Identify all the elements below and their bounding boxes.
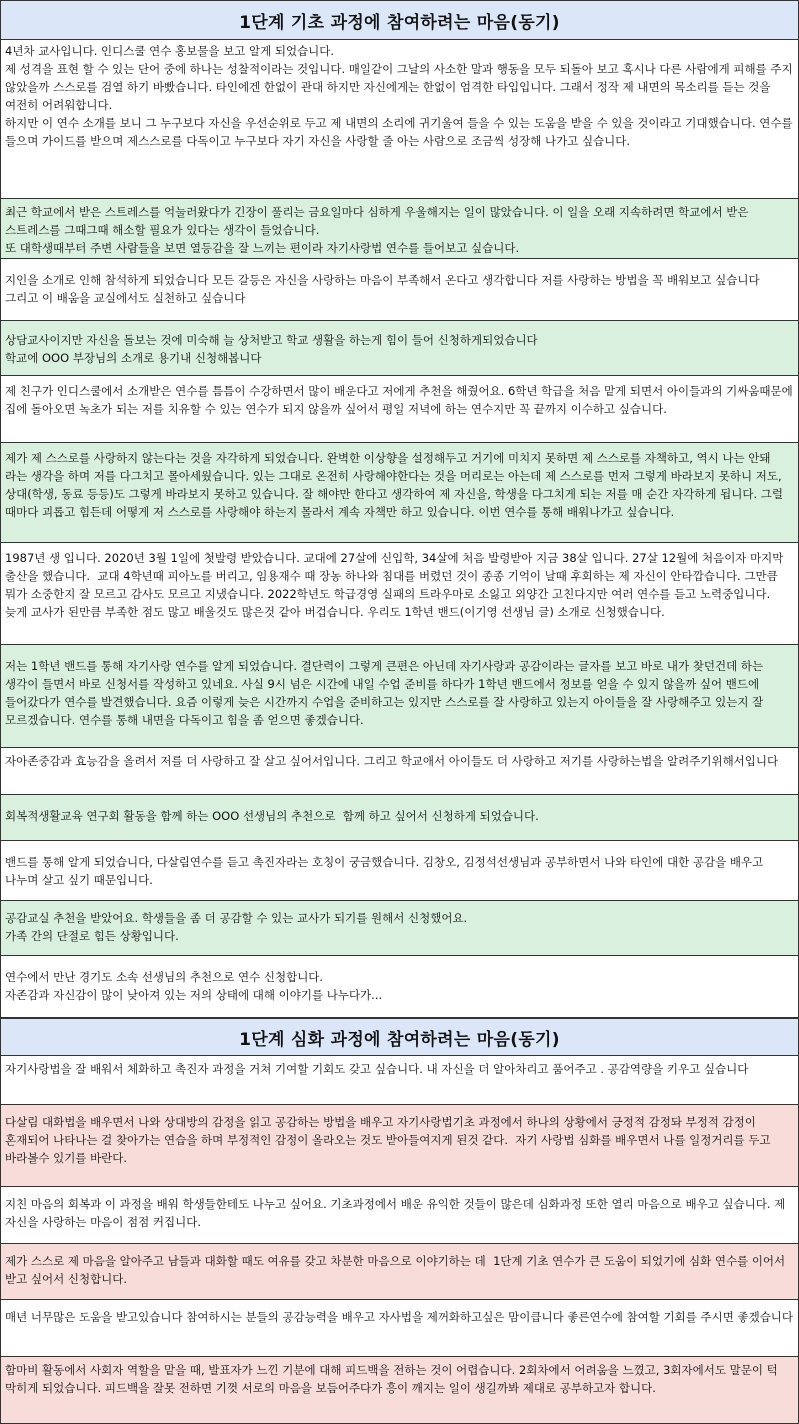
response-text: 제가 스스로 제 마음을 알아주고 남들과 대화할 때도 여유를 갖고 차분한 마음으로 이야기하는 데 1단계 기초 연수가 큰 도움이 되었기에 심화 연수를 이어서 받고 싶어서 신청합니다.: [5, 1254, 789, 1286]
response-text: 상담교사이지만 자신을 돌보는 것에 미숙해 늘 상처받고 학교 생활을 하는게 힘이 들어 신청하게되었습니다: [5, 333, 538, 347]
section-header-advanced: [0, 1018, 799, 1056]
response-text: 회복적생활교육 연구회 활동을 함께 하는 OOO 선생님의 추천으로 함께 하고 싶어서 신청하게 되었습니다.: [5, 809, 539, 823]
response-entry: [0, 1105, 799, 1187]
response-text: 최근 학교에서 받은 스트레스를 억눌러왔다가 긴장이 풀리는 금요일마다 심하게 우울해지는 일이 많았습니다. 이 일을 오래 지속하려면 학교에서 받은 스트레스를 그때그때 해소할 필요가 있다는 생각이 들었습니다.: [5, 205, 753, 237]
response-text: 지인을 소개로 인해 참석하게 되었습니다 모든 갈등은 자신을 사랑하는 마음이 부족해서 온다고 생각합니다 저를 사랑하는 방법을 꼭 배워보고 싶습니다 그리고 이 배움을 교실에서도 실천하고 싶습니다: [5, 273, 764, 305]
section-title-basic: 1단계 기초 과정에 참여하려는 마음(동기): [239, 12, 560, 33]
response-entry: [0, 1056, 799, 1105]
response-entry: [0, 443, 799, 543]
response-text: 1987년 생 입니다. 2020년 3월 1일에 첫발령 받았습니다. 교대에 27살에 신입학, 34살에 처음 발령받아 지금 38살 입니다. 27살 12월에 처음이자 마지막 출산을 했습니다. 교대 4학년때 피아노를 버리고, 임용재수 때 장농 하나와 침대를 버렸던 것이 종종 기억이 날때 후회하는 제 자신이 안타깝습니다. 그만큼 뭐가 소중한지 잘 모르고 감사도 모르고 지냈습니다. 2022학년도 학급경영 실패의 트라우마로 소잃고 외양간 고친다지만 여러 연수를 듣고 노력중입니다. 늦게 교사가 된만큼 부족한 점도 많고 배울것도 많은것 같아 버겁습니다. 우리도 1학년 밴드(이기영 선생님 글) 소개로 신청했습니다.: [5, 551, 788, 619]
section-header-basic: [0, 0, 799, 40]
response-entry: [0, 543, 799, 645]
response-entry: [0, 1300, 799, 1357]
response-entry: [0, 901, 799, 956]
response-entry: [0, 259, 799, 321]
response-text: 밴드를 통해 알게 되었습니다, 다살림연수를 듣고 촉진자라는 호칭이 궁금했습니다. 김창오, 김정석선생님과 공부하면서 나와 타인에 대한 공감을 배우고 나누며 살고 싶기 때문입니다.: [5, 855, 767, 887]
response-text: 자아존중감과 효능감을 올려서 저를 더 사랑하고 잘 살고 싶어서입니다. 그리고 학교애서 아이들도 더 사랑하고 저기를 사랑하는법을 알려주기위해서입니다: [5, 754, 779, 768]
response-entry: [0, 645, 799, 748]
response-entry: [0, 748, 799, 795]
response-text: 공감교실 추천을 받았어요. 학생들을 좀 더 공감할 수 있는 교사가 되기를 원해서 신청했어요.: [5, 911, 468, 925]
response-entry: [0, 1357, 799, 1424]
response-entry: [0, 40, 799, 199]
response-entry: [0, 956, 799, 1018]
response-text: 가족 간의 단절로 힘든 상황입니다.: [5, 929, 179, 943]
response-text: 또 대학생때부터 주변 사람들을 보면 열등감을 잘 느끼는 편이라 자기사랑법 연수를 들어보고 싶습니다.: [5, 241, 520, 255]
section-title-advanced: 1단계 심화 과정에 참여하려는 마음(동기): [239, 1029, 560, 1050]
response-text: 제 친구가 인디스쿨에서 소개받은 연수를 틈틈이 수강하면서 많이 배운다고 저에게 추천을 해줬어요. 6학년 학급을 처음 맡게 되면서 아이들과의 기싸움때문에 집에 돌아오면 녹초가 되는 저를 치유할 수 있는 연수가 되지 않을까 싶어서 평일 저녁에 하는 연수지만 꼭 끝까지 이수하고 싶습니다.: [5, 384, 797, 416]
response-entry: [0, 795, 799, 841]
response-text: 제 성격을 표현 할 수 있는 단어 중에 하나는 성찰적이라는 것입니다. 매일같이 그날의 사소한 말과 행동을 모두 되돌아 보고 혹시나 다른 사람에게 피해를 주지 않았을까 스스로를 검열 하기 바빴습니다. 타인에겐 한없이 관대 하지만 자신에게는 한없이 엄격한 타입입니다. 그래서 정작 제 내면의 목소리를 듣는 것을 여전히 어려워합니다.: [5, 62, 797, 112]
response-text: 자기사랑법을 잘 배워서 체화하고 촉진자 과정을 거쳐 기여할 기회도 갖고 싶습니다. 내 자신을 더 알아차리고 품어주고 . 공감역량을 키우고 싶습니다: [5, 1062, 749, 1076]
response-text: 함마비 활동에서 사회자 역할을 맡을 때, 발표자가 느낀 기분에 대해 피드백을 전하는 것이 어렵습니다. 2회차에서 어려움을 느꼈고, 3회자에서도 말문이 턱 막히게 되었습니다. 피드백을 잘못 전하면 기껏 서로의 마음을 보듬어주다가 흥이 깨지는 일이 생길까봐 제대로 공부하고자 합니다.: [5, 1363, 782, 1395]
response-text: 4년차 교사입니다. 인디스쿨 연수 홍보물을 보고 알게 되었습니다.: [5, 44, 335, 58]
response-entry: [0, 841, 799, 901]
response-entry: [0, 321, 799, 376]
response-text: 하지만 이 연수 소개를 보니 그 누구보다 자신을 우선순위로 두고 제 내면의 소리에 귀기울여 들을 수 있는 도움을 받을 수 있을 것이라고 기대했습니다. 연수를 들으며 가이드를 받으며 제스스로를 다독이고 누구보다 자기 자신을 사랑할 줄 아는 사람으로 조금씩 성장해 나가고 싶습니다.: [5, 116, 797, 148]
response-text: 연수에서 만난 경기도 소속 선생님의 추천으로 연수 신청합니다.: [5, 970, 324, 984]
response-text: 매년 너무많은 도움을 받고있습니다 참여하시는 분들의 공감능력을 배우고 자사법을 제꺼화하고싶은 맘이큽니다 좋른연수에 참여할 기회를 주시면 좋겠습니다: [5, 1310, 794, 1324]
response-text: 저는 1학년 밴드를 통해 자기사랑 연수를 알게 되었습니다. 결단력이 그렇게 큰편은 아닌데 자기사랑과 공감이라는 글자를 보고 바로 내가 찾던건데 하는 생각이 들면서 바로 신청서를 작성하고 있네요. 사실 9시 넘은 시간에 내일 수업 준비를 하다가 1학년 밴드에서 정보를 얻을 수 있지 않을까 싶어 밴드에 들어갔다가 연수를 발견했습니다. 요즘 이렇게 늦은 시간까지 수업을 준비하고는 있지만 스스로를 잘 사랑하고 있는지 아이들을 잘 사랑해주고 있는지 잘 모르겠습니다. 연수를 통해 내면을 다독이고 힘을 좀 얻으면 좋겠습니다.: [5, 659, 767, 727]
response-text: 제가 제 스스로를 사랑하지 않는다는 것을 자각하게 되었습니다. 완벽한 이상향을 설정해두고 거기에 미치지 못하면 제 스스로를 자책하고, 역시 나는 안돼 라는 생각을 하며 저를 다그치고 몰아세웠습니다. 있는 그대로 온전히 사랑해야한다는 것을 머리로는 아는데 제 스스로를 먼저 그렇게 바라보지 못하니 저도, 상대(학생, 동료 등등)도 그렇게 바라보지 못하고 있습니다. 잘 해야만 한다고 생각하여 제 자신을, 학생을 다그치게 되는 저를 매 순간 자각하게 됩니다. 그럴 때마다 괴롭고 힘든데 어떻게 저 스스로를 사랑해야 하는지 몰라서 계속 자책만 하고 있습니다. 이번 연수를 통해 배워나가고 싶습니다.: [5, 451, 787, 519]
response-text: 학교에 OOO 부장님의 소개로 용기내 신청해봅니다: [5, 351, 262, 365]
response-text: 다살림 대화법을 배우면서 나와 상대방의 감정을 읽고 공감하는 방법을 배우고 자기사랑법기초 과정에서 하나의 상황에서 긍정적 감정돠 부정적 감정이 혼재되어 나타나는 걸 찾아가는 연습을 하며 부정적인 감정이 올라오는 것도 받아들여지게 된것 같다. 자기 사랑법 심화를 배우면서 나를 일정거리를 두고 바라볼수 있기를 바란다.: [5, 1115, 775, 1165]
response-entry: [0, 376, 799, 443]
response-entry: [0, 1187, 799, 1244]
response-entry: [0, 199, 799, 259]
response-text: 자존감과 자신감이 많이 낮아져 있는 저의 상태에 대해 이야기를 나누다가...: [5, 988, 383, 1002]
response-text: 지친 마음의 회복과 이 과정을 배워 학생들한테도 나누고 싶어요. 기초과정에서 배운 유익한 것들이 많은데 심화과정 또한 열리 마음으로 배우고 싶습니다. 제 자신을 사랑하는 마음이 점점 커집니다.: [5, 1197, 789, 1229]
response-entry: [0, 1244, 799, 1300]
